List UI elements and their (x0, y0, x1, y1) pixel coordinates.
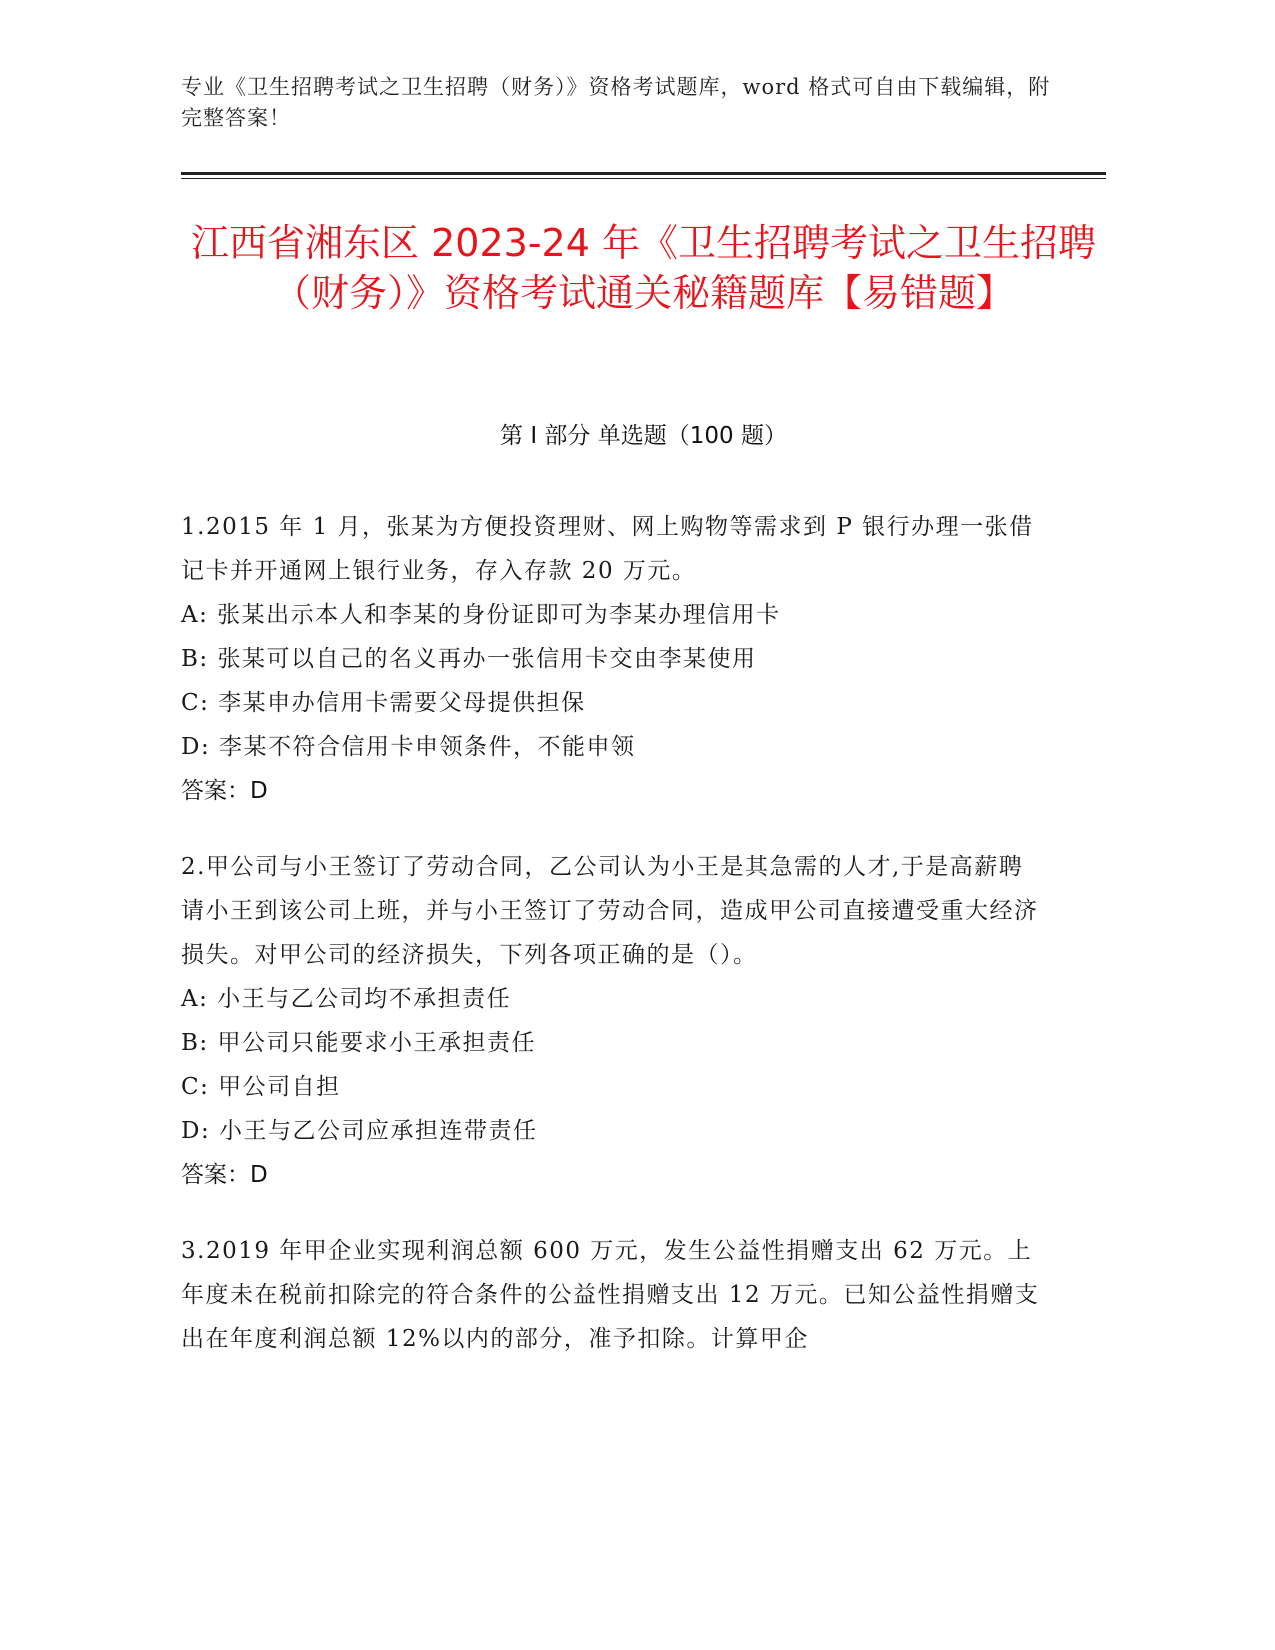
option-a: A: 张某出示本人和李某的身份证即可为李某办理信用卡 (181, 602, 781, 628)
option-d: D: 李某不符合信用卡申领条件，不能申领 (181, 734, 636, 760)
section-heading: 第 I 部分 单选题（100 题） (500, 423, 787, 449)
question-stem: 1.2015 年 1 月，张某为方便投资理财、网上购物等需求到 P 银行办理一张借记卡并开通网上银行业务，存入存款 20 万元。 (181, 514, 1034, 584)
option-c: C: 李某申办信用卡需要父母提供担保 (181, 690, 586, 716)
option-a: A: 小王与乙公司均不承担责任 (181, 986, 512, 1012)
header-note: 专业《卫生招聘考试之卫生招聘（财务）》资格考试题库，word 格式可自由下载编辑，附完整答案！ (181, 75, 1051, 130)
option-b: B: 张某可以自己的名义再办一张信用卡交由李某使用 (181, 646, 757, 672)
answer: 答案：D (181, 1162, 268, 1188)
option-c: C: 甲公司自担 (181, 1074, 341, 1100)
question-3 (181, 1229, 1041, 1361)
answer: 答案：D (181, 778, 268, 804)
header-divider-thick (181, 172, 1106, 175)
option-b: B: 甲公司只能要求小王承担责任 (181, 1030, 536, 1056)
document-title: 江西省湘东区 2023-24 年《卫生招聘考试之卫生招聘（财务）》资格考试通关秘籍题库【易错题】 (191, 221, 1096, 315)
option-d: D: 小王与乙公司应承担连带责任 (181, 1118, 538, 1144)
question-1 (181, 505, 1041, 813)
question-list (181, 505, 1041, 1393)
question-stem: 3.2019 年甲企业实现利润总额 600 万元，发生公益性捐赠支出 62 万元。上年度未在税前扣除完的符合条件的公益性捐赠支出 12 万元。已知公益性捐赠支出在年度利润总额 12%以内的部分，准予扣除。计算甲企 (181, 1238, 1040, 1352)
question-stem: 2.甲公司与小王签订了劳动合同，乙公司认为小王是其急需的人才,于是高薪聘请小王到该公司上班，并与小王签订了劳动合同，造成甲公司直接遭受重大经济损失。对甲公司的经济损失，下列各项正确的是（）。 (181, 854, 1039, 968)
question-2 (181, 845, 1041, 1197)
header-divider-thin (181, 178, 1106, 179)
